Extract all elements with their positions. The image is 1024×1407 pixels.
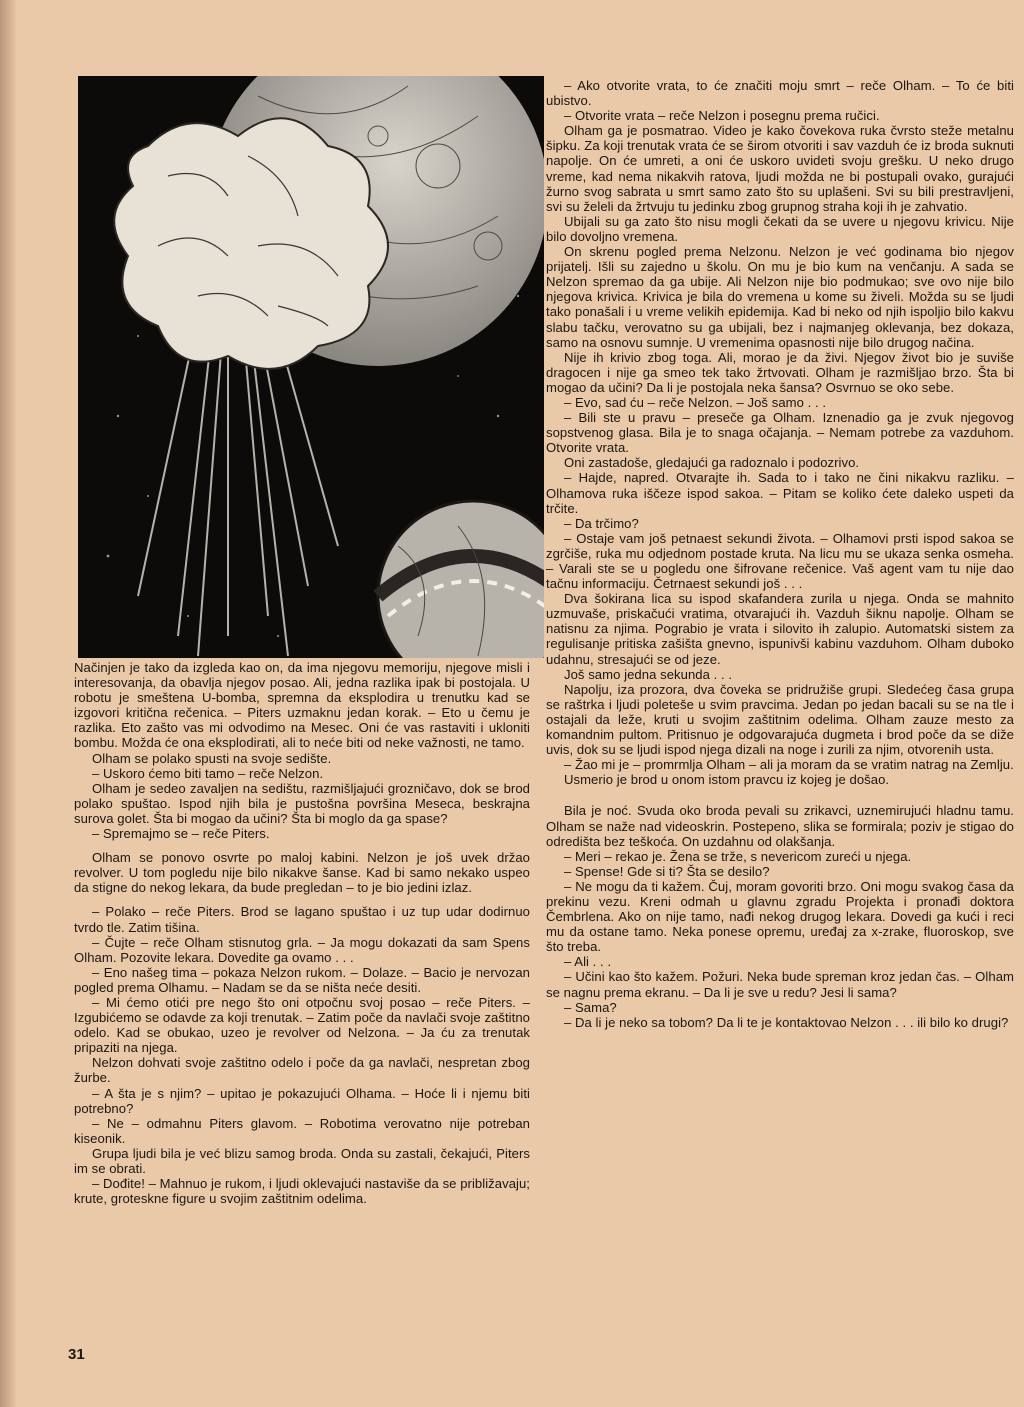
paragraph: Olham je sedeo zavaljen na sedištu, razmišljajući grozničavo, dok se brod polako spuštao. Ispod njih bila je pustošna površina Meseca, beskrajna surova golet. Šta bi mogao da učini? Šta bi moglo da ga spase? bbox=[74, 780, 530, 826]
paragraph: Olham ga je posmatrao. Video je kako čovekova ruka čvrsto steže metalnu šipku. Za koji trenutak vrata će se širom otvoriti i sav vazduh će iz broda suknuti napolje. On će umreti, a oni će uskoro uvideti svoju grešku. U neko drugo vreme, kad nema nikakvih ratova, ljudi možda ne bi postupali ovako, gurajući žurno svog sabrata u smrt samo zato što su uplašeni. Svi su bili prestravljeni, svi su želeli da žrtvuju tu jedinku zbog grupnog straha koji ih je zahvatio. bbox=[546, 123, 1014, 214]
paragraph: – Mi ćemo otići pre nego što oni otpočnu svoj posao – reče Piters. – Izgubićemo se odavde za koji trenutak. – Zatim poče da navlači svoje zaštitno odelo. Kad se obukao, uzeo je revolver od Nelzona. – Ja ću za trenutak pripaziti na njega. bbox=[74, 994, 530, 1056]
paragraph: Usmerio je brod u onom istom pravcu iz kojeg je došao. bbox=[564, 772, 890, 788]
paragraph: – Ostaje vam još petnaest sekundi života. – Olhamovi prsti ispod sakoa se zgrčiše, ruka mu odjednom postade kruta. Na licu mu se ukaza senka osmeha. – Varali ste se u pogledu one šifrovane rečenice. Vaš agent vam tu nije dao tačnu informaciju. Četrnaest sekundi još . . . bbox=[546, 530, 1014, 592]
paragraph: – Ako otvorite vrata, to će značiti moju smrt – reče Olham. – To će biti ubistvo. bbox=[546, 78, 1014, 109]
paragraph: Bila je noć. Svuda oko broda pevali su zrikavci, uznemirujući hladnu tamu. Olham se naže nad videoskrin. Postepeno, slika se formirala; poziv je stigao do odredišta bez teškoća. On uzdahnu od olakšanja. bbox=[546, 803, 1014, 849]
right-column bbox=[546, 78, 1014, 1030]
paragraph: Olham se ponovo osvrte po maloj kabini. Nelzon je još uvek držao revolver. U tom pogledu nije bilo nikakve šanse. Kad bi samo nekako uspeo da stigne do nekog lekara, da bude pregledan – to je bio jedini izlaz. bbox=[74, 850, 530, 896]
paragraph: Nije ih krivio zbog toga. Ali, morao je da živi. Njegov život bio je suviše dragocen i nije ga smeo tek tako žrtvovati. Olham je razmišljao brzo. Šta bi mogao da učini? Da li je postojala neka šansa? Osvrnuo se oko sebe. bbox=[546, 349, 1014, 395]
paragraph: Još samo jedna sekunda . . . bbox=[564, 666, 733, 682]
paragraph: – Spremajmo se – reče Piters. bbox=[92, 826, 270, 842]
paragraph: – Spense! Gde si ti? Šta se desilo? bbox=[564, 863, 770, 879]
paragraph: – Bili ste u pravu – preseče ga Olham. Iznenadio ga je zvuk njegovog sopstvenog glasa. Bila je to snaga očajanja. – Nemam potrebe za vazduhom. Otvorite vrata. bbox=[546, 410, 1014, 456]
paragraph: Načinjen je tako da izgleda kao on, da ima njegovu memoriju, njegove misli i interesovanja, da obavlja njegov posao. Ali, jedna razlika ipak bi postojala. U robotu je smeštena U-bomba, spremna da eksplodira u trenutku kad se izgovori kritična rečenica. – Piters uzmaknu jedan korak. – Eto u čemu je razlika. Eto zašto vas mi odvodimo na Mesec. Oni će vas rastaviti i ukloniti bombu. Možda će ona eksplodirati, ali to neće biti od neke važnosti, ne tamo. bbox=[74, 660, 530, 751]
paragraph: – Sama? bbox=[564, 999, 617, 1015]
paragraph: – Dođite! – Mahnuo je rukom, i ljudi oklevajući nastaviše da se približavaju; krute, groteskne figure u svojim zaštitnim odelima. bbox=[74, 1176, 530, 1207]
paragraph: – Da trčimo? bbox=[564, 515, 639, 531]
paragraph: – Ali . . . bbox=[564, 954, 612, 970]
paragraph: Nelzon dohvati svoje zaštitno odelo i poče da ga navlači, nespretan zbog žurbe. bbox=[74, 1055, 530, 1086]
paragraph: – Uskoro ćemo biti tamo – reče Nelzon. bbox=[92, 765, 324, 781]
paragraph: – Ne – odmahnu Piters glavom. – Robotima verovatno nije potreban kiseonik. bbox=[74, 1115, 530, 1146]
page-number: 31 bbox=[68, 1346, 85, 1363]
paragraph: Napolju, iza prozora, dva čoveka se pridružiše grupi. Sledećeg časa grupa se raštrka i ljudi poleteše u svim pravcima. Jedan po jedan bacali su se na tle i ostajali da leže, kruti u svojim zaštitnim odelima. Olham zauze mesto za komandnim pultom. Pritisnuo je odgovarajuća dugmeta i brod poče da se diže uvis, dok su se ljudi ispod njega dizali na noge i zurili za njim, otvorenih usta. bbox=[546, 681, 1014, 758]
paragraph: – Meri – rekao je. Žena se trže, s nevericom zureći u njega. bbox=[564, 848, 912, 864]
paragraph: – Polako – reče Piters. Brod se lagano spuštao i uz tup udar dodirnuo tvrdo tle. Zatim tišina. bbox=[74, 904, 530, 935]
paragraph: On skrenu pogled prema Nelzonu. Nelzon je već godinama bio njegov prijatelj. Išli su zajedno u školu. On mu je bio kum na venčanju. A sada se Nelzon spremao da ga ubije. Ali Nelzon nije bio podmukao; sve ovo nije bilo njegova krivica. Krivica je bila do vremena u kome su živeli. Možda su se ljudi tako ponašali i u vreme velikih epidemija. Kad bi neko od njih ispoljio bilo kakvu slabu tačku, verovatno su ga ubijali, bez i najmanjeg oklevanja, bez dokaza, samo na osnovu sumnje. U vremenima opasnosti nije bilo drugog načina. bbox=[546, 244, 1014, 350]
paragraph: – Ne mogu da ti kažem. Čuj, moram govoriti brzo. Oni mogu svakog časa da prekinu vezu. Kreni odmah u glavnu zgradu Projekta i pronađi doktora Čembrlena. Ako on nije tamo, nađi nekog drugog lekara. Dovedi ga kući i reci mu da ostane tamo. Neka ponese opremu, uređaj za x-zrake, fluoroskop, sve što treba. bbox=[546, 878, 1014, 955]
paragraph: – Hajde, napred. Otvarajte ih. Sada to i tako ne čini nikakvu razliku. – Olhamova ruka iščeze ispod sakoa. – Pitam se koliko ćete daleko uspeti da trčite. bbox=[546, 470, 1014, 516]
paragraph: Olham se polako spusti na svoje sedište. bbox=[92, 750, 332, 766]
paragraph: – Eno našeg tima – pokaza Nelzon rukom. – Dolaze. – Bacio je nervozan pogled prema Olhamu. – Nadam se da se ništa neće desiti. bbox=[74, 964, 530, 995]
paragraph: Grupa ljudi bila je već blizu samog broda. Onda su zastali, čekajući, Piters im se obrati. bbox=[74, 1145, 530, 1176]
paragraph: – Čujte – reče Olham stisnutog grla. – Ja mogu dokazati da sam Spens Olham. Pozovite lekara. Dovedite ga ovamo . . . bbox=[74, 934, 530, 965]
paragraph: – Žao mi je – promrmlja Olham – ali ja moram da se vratim natrag na Zemlju. bbox=[564, 757, 1014, 773]
page-edge bbox=[0, 0, 16, 1407]
paragraph: Oni zastadoše, gledajući ga radoznalo i podozrivo. bbox=[564, 455, 860, 471]
illustration bbox=[78, 76, 544, 658]
left-column bbox=[74, 660, 530, 1206]
paragraph: – A šta je s njim? – upitao je pokazujući Olhama. – Hoće li i njemu biti potrebno? bbox=[74, 1085, 530, 1116]
paragraph: Dva šokirana lica su ispod skafandera zurila u njega. Onda se mahnito uzmuvaše, priskačući vratima, otvarajući ih. Vazduh šiknu napolje. Olham se natisnu za njima. Pograbio je vrata i silovito ih zalupio. Automatski sistem za regulisanje pritiska zašišta gnevno, ispunivši kabinu vazduhom. Olham duboko udahnu, stresajući se od jeze. bbox=[546, 591, 1014, 667]
paragraph: – Učini kao što kažem. Požuri. Neka bude spreman kroz jedan čas. – Olham se nagnu prema ekranu. – Da li je sve u redu? Jesi li sama? bbox=[546, 969, 1014, 1000]
paragraph: – Otvorite vrata – reče Nelzon i posegnu prema ručici. bbox=[564, 108, 880, 124]
paragraph: – Da li je neko sa tobom? Da li te je kontaktovao Nelzon . . . ili bilo ko drugi? bbox=[564, 1014, 1009, 1030]
paragraph: Ubijali su ga zato što nisu mogli čekati da se uvere u njegovu krivicu. Nije bilo dovoljno vremena. bbox=[546, 213, 1014, 244]
paragraph: – Evo, sad ću – reče Nelzon. – Još samo . . . bbox=[564, 394, 827, 410]
moon-explosion-illustration bbox=[78, 76, 544, 658]
